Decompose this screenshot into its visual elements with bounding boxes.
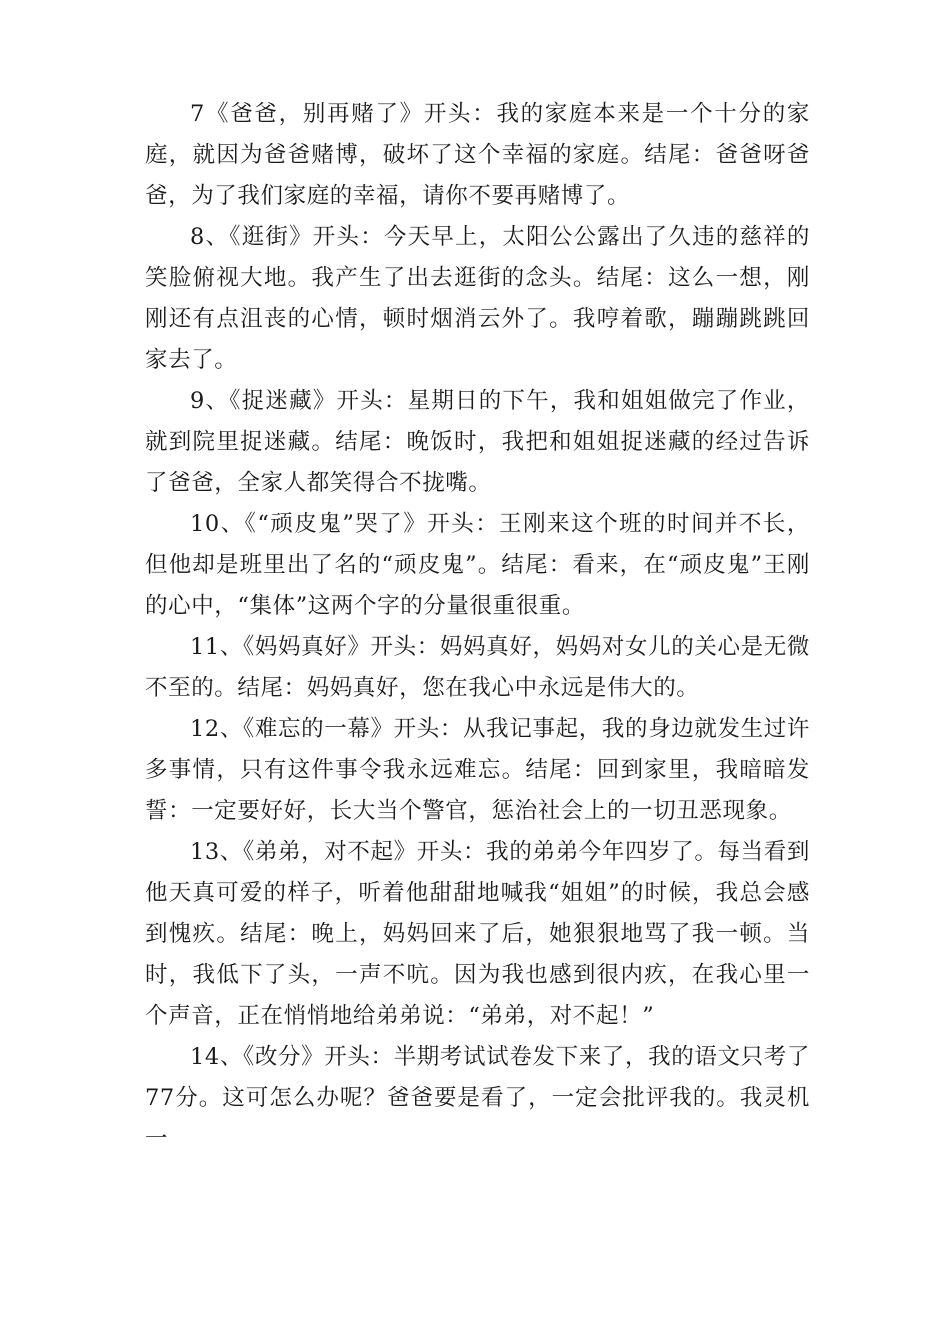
paragraph-item-7: 7《爸爸，别再赌了》开头：我的家庭本来是一个十分的家庭，就因为爸爸赌博，破坏了这个幸福的家庭。结尾：爸爸呀爸爸，为了我们家庭的幸福，请你不要再赌博了。 [145,101,810,209]
paragraph-item-12: 12、《难忘的一幕》开头：从我记事起，我的身边就发生过许多事情，只有这件事令我永远难忘。结尾：回到家里，我暗暗发誓：一定要好好，长大当个警官，惩治社会上的一切丑恶现象。 [145,716,810,824]
document-body [145,94,810,1160]
paragraph-item-8: 8、《逛街》开头：今天早上，太阳公公露出了久违的慈祥的笑脸俯视大地。我产生了出去逛街的念头。结尾：这么一想，刚刚还有点沮丧的心情，顿时烟消云外了。我哼着歌，蹦蹦跳跳回家去了。 [145,224,810,373]
paragraph-item-11: 11、《妈妈真好》开头：妈妈真好，妈妈对女儿的关心是无微不至的。结尾：妈妈真好，您在我心中永远是伟大的。 [145,634,810,701]
paragraph-item-9: 9、《捉迷藏》开头：星期日的下午，我和姐姐做完了作业，就到院里捉迷藏。结尾：晚饭时，我把和姐姐捉迷藏的经过告诉了爸爸，全家人都笑得合不拢嘴。 [145,388,810,496]
paragraph-item-10: 10、《“顽皮鬼”哭了》开头：王刚来这个班的时间并不长，但他却是班里出了名的“顽皮鬼”。结尾：看来，在“顽皮鬼”王刚的心中，“集体”这两个字的分量很重很重。 [145,511,810,619]
paragraph-item-13: 13、《弟弟，对不起》开头：我的弟弟今年四岁了。每当看到他天真可爱的样子，听着他甜甜地喊我“姐姐”的时候，我总会感到愧疚。结尾：晚上，妈妈回来了后，她狠狠地骂了我一顿。当时，我低下了头，一声不吭。因为我也感到很内疚，在我心里一个声音，正在悄悄地给弟弟说：“弟弟，对不起！” [145,839,810,1029]
paragraph-item-14: 14、《改分》开头：半期考试试卷发下来了，我的语文只考了77分。这可怎么办呢？爸爸要是看了，一定会批评我的。我灵机一 [145,1044,810,1152]
